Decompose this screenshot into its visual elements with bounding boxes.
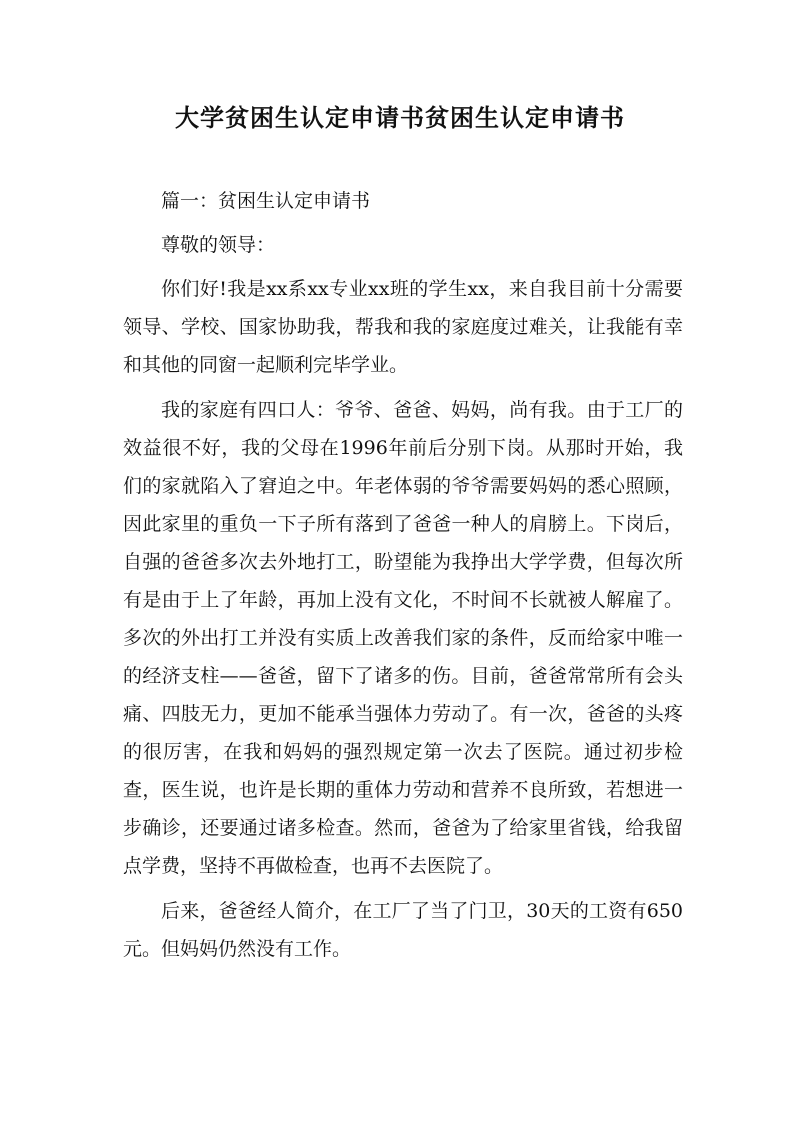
salutation: 尊敬的领导： [161,234,276,256]
paragraph-intro: 你们好!我是xx系xx专业xx班的学生xx，来自我目前十分需要领导、学校、国家协助我，帮我和我的家庭度过难关，让我能有幸和其他的同窗一起顺利完毕学业。 [123,278,683,376]
document-body [123,182,683,975]
document-title: 大学贫困生认定申请书贫困生认定申请书 [175,103,625,132]
paragraph-later: 后来，爸爸经人简介，在工厂了当了门卫，30天的工资有650元。但妈妈仍然没有工作。 [123,900,683,960]
paragraph-family: 我的家庭有四口人：爷爷、爸爸、妈妈，尚有我。由于工厂的效益很不好，我的父母在1996年前后分别下岗。从那时开始，我们的家就陷入了窘迫之中。年老体弱的爷爷需要妈妈的悉心照顾，因此家里的重负一下子所有落到了爸爸一种人的肩膀上。下岗后，自强的爸爸多次去外地打工，盼望能为我挣出大学学费，但每次所有是由于上了年龄，再加上没有文化，不时间不长就被人解雇了。多次的外出打工并没有实质上改善我们家的条件，反而给家中唯一的经济支柱——爸爸，留下了诸多的伤。目前，爸爸常常所有会头痛、四肢无力，更加不能承当强体力劳动了。有一次，爸爸的头疼的很厉害，在我和妈妈的强烈规定第一次去了医院。通过初步检查，医生说，也许是长期的重体力劳动和营养不良所致，若想进一步确诊，还要通过诸多检查。然而，爸爸为了给家里省钱，给我留点学费，坚持不再做检查，也再不去医院了。 [123,399,683,877]
section-heading: 篇一：贫困生认定申请书 [161,190,371,212]
